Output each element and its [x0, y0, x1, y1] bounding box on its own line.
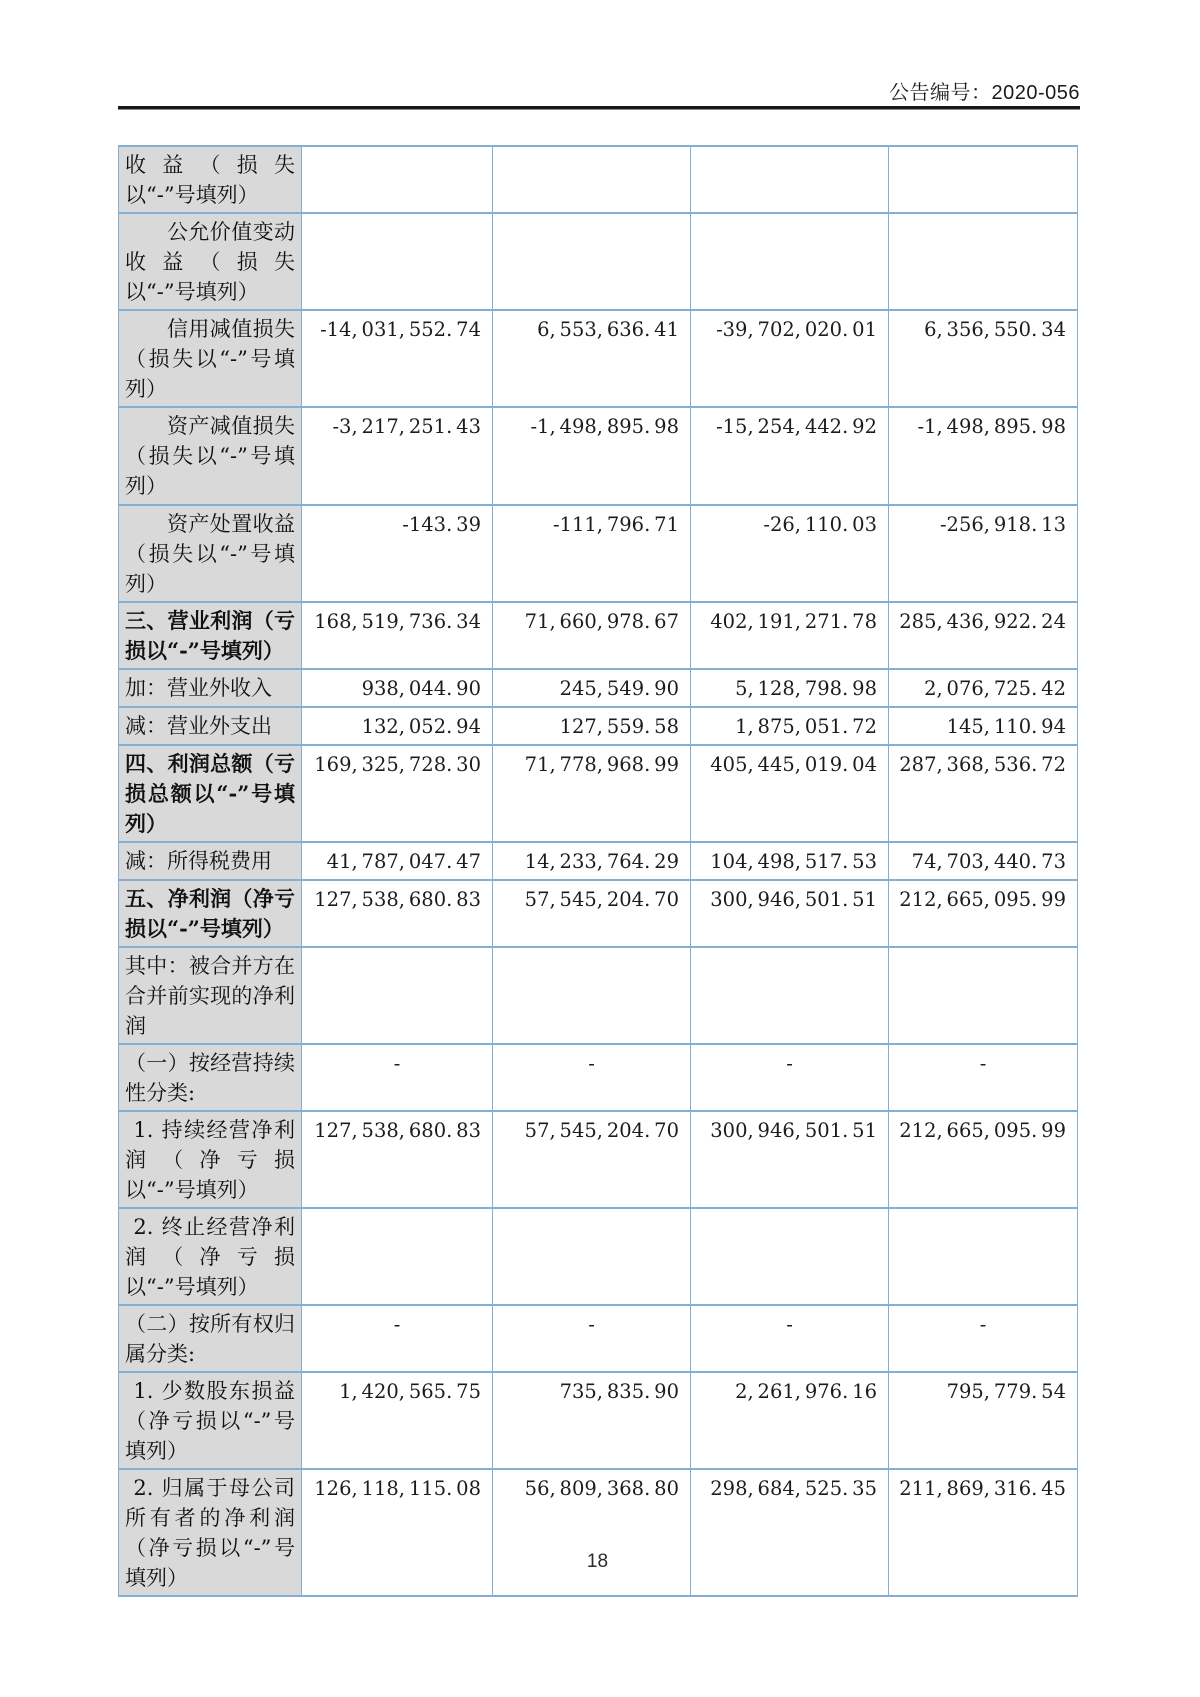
- cell-value: [691, 947, 889, 1044]
- cell-value: 57, 545, 204. 70: [493, 1111, 691, 1208]
- empty-dash-value: -: [302, 1044, 493, 1111]
- cell-value: -1, 498, 895. 98: [889, 407, 1078, 505]
- table-row: [119, 1208, 1078, 1305]
- cell-value: 71, 778, 968. 99: [493, 745, 691, 842]
- row-label: 资产处置收益（损失以“-”号填列）: [119, 505, 302, 602]
- cell-value: -14, 031, 552. 74: [302, 310, 493, 407]
- row-label: 加：营业外收入: [119, 669, 302, 707]
- table-row: [119, 707, 1078, 745]
- cell-value: 405, 445, 019. 04: [691, 745, 889, 842]
- cell-value: 212, 665, 095. 99: [889, 1111, 1078, 1208]
- table-row: [119, 1305, 1078, 1372]
- cell-value: -15, 254, 442. 92: [691, 407, 889, 505]
- cell-value: 74, 703, 440. 73: [889, 842, 1078, 880]
- row-label: 2. 终止经营净利润（净亏损以“-”号填列）: [119, 1208, 302, 1305]
- table-row: [119, 1372, 1078, 1469]
- cell-value: [691, 213, 889, 310]
- cell-value: [889, 1208, 1078, 1305]
- cell-value: [691, 146, 889, 213]
- cell-value: 145, 110. 94: [889, 707, 1078, 745]
- cell-value: 245, 549. 90: [493, 669, 691, 707]
- row-label: 减：所得税费用: [119, 842, 302, 880]
- empty-dash-value: -: [889, 1305, 1078, 1372]
- cell-value: 41, 787, 047. 47: [302, 842, 493, 880]
- cell-value: 212, 665, 095. 99: [889, 880, 1078, 947]
- row-label: （二）按所有权归属分类:: [119, 1305, 302, 1372]
- cell-value: 2, 076, 725. 42: [889, 669, 1078, 707]
- cell-value: 6, 356, 550. 34: [889, 310, 1078, 407]
- row-label: 资产减值损失（损失以“-”号填列）: [119, 407, 302, 505]
- cell-value: 104, 498, 517. 53: [691, 842, 889, 880]
- empty-dash-value: -: [691, 1044, 889, 1111]
- cell-value: 300, 946, 501. 51: [691, 880, 889, 947]
- page-number: 18: [586, 1551, 609, 1572]
- table-row: [119, 407, 1078, 505]
- row-label: 信用减值损失（损失以“-”号填列）: [119, 310, 302, 407]
- cell-value: 132, 052. 94: [302, 707, 493, 745]
- table-row: [119, 1111, 1078, 1208]
- table-row: [119, 669, 1078, 707]
- row-label: 2. 归属于母公司所有者的净利润（净亏损以“-”号填列）: [119, 1469, 302, 1596]
- row-label: 1. 持续经营净利润（净亏损以“-”号填列）: [119, 1111, 302, 1208]
- row-label: 四、利润总额（亏损总额以“-”号填列）: [119, 745, 302, 842]
- table-row: [119, 745, 1078, 842]
- cell-value: [302, 213, 493, 310]
- row-label: 减：营业外支出: [119, 707, 302, 745]
- header-divider: [118, 106, 1080, 110]
- cell-value: 169, 325, 728. 30: [302, 745, 493, 842]
- cell-value: [889, 213, 1078, 310]
- cell-value: 402, 191, 271. 78: [691, 602, 889, 669]
- row-label: 1. 少数股东损益（净亏损以“-”号填列）: [119, 1372, 302, 1469]
- cell-value: 127, 538, 680. 83: [302, 1111, 493, 1208]
- table-row: [119, 1044, 1078, 1111]
- cell-value: 127, 538, 680. 83: [302, 880, 493, 947]
- cell-value: 5, 128, 798. 98: [691, 669, 889, 707]
- cell-value: [493, 146, 691, 213]
- row-label: 其中：被合并方在合并前实现的净利润: [119, 947, 302, 1044]
- cell-value: [691, 1208, 889, 1305]
- cell-value: 1, 420, 565. 75: [302, 1372, 493, 1469]
- table-row: [119, 213, 1078, 310]
- cell-value: -256, 918. 13: [889, 505, 1078, 602]
- cell-value: [493, 213, 691, 310]
- cell-value: 6, 553, 636. 41: [493, 310, 691, 407]
- cell-value: [889, 146, 1078, 213]
- empty-dash-value: -: [493, 1305, 691, 1372]
- cell-value: 300, 946, 501. 51: [691, 1111, 889, 1208]
- cell-value: 938, 044. 90: [302, 669, 493, 707]
- cell-value: 298, 684, 525. 35: [691, 1469, 889, 1596]
- cell-value: 1, 875, 051. 72: [691, 707, 889, 745]
- announcement-number: 公告编号：2020-056: [888, 82, 1080, 104]
- empty-dash-value: -: [493, 1044, 691, 1111]
- cell-value: 56, 809, 368. 80: [493, 1469, 691, 1596]
- row-label: （一）按经营持续性分类:: [119, 1044, 302, 1111]
- cell-value: 127, 559. 58: [493, 707, 691, 745]
- row-label: 公允价值变动收益（损失以“-”号填列）: [119, 213, 302, 310]
- empty-dash-value: -: [302, 1305, 493, 1372]
- cell-value: 126, 118, 115. 08: [302, 1469, 493, 1596]
- cell-value: 57, 545, 204. 70: [493, 880, 691, 947]
- table-row: [119, 505, 1078, 602]
- row-label: 收益（损失以“-”号填列）: [119, 146, 302, 213]
- cell-value: -39, 702, 020. 01: [691, 310, 889, 407]
- table-row: [119, 880, 1078, 947]
- table-row: [119, 602, 1078, 669]
- income-statement-table: [118, 145, 1078, 1597]
- cell-value: -1, 498, 895. 98: [493, 407, 691, 505]
- cell-value: 287, 368, 536. 72: [889, 745, 1078, 842]
- cell-value: [493, 1208, 691, 1305]
- cell-value: -26, 110. 03: [691, 505, 889, 602]
- cell-value: -111, 796. 71: [493, 505, 691, 602]
- cell-value: 2, 261, 976. 16: [691, 1372, 889, 1469]
- cell-value: 14, 233, 764. 29: [493, 842, 691, 880]
- cell-value: 211, 869, 316. 45: [889, 1469, 1078, 1596]
- cell-value: 285, 436, 922. 24: [889, 602, 1078, 669]
- table-row: [119, 842, 1078, 880]
- empty-dash-value: -: [691, 1305, 889, 1372]
- cell-value: -3, 217, 251. 43: [302, 407, 493, 505]
- cell-value: 735, 835. 90: [493, 1372, 691, 1469]
- table-row: [119, 947, 1078, 1044]
- row-label: 三、营业利润（亏损以“-”号填列）: [119, 602, 302, 669]
- row-label: 五、净利润（净亏损以“-”号填列）: [119, 880, 302, 947]
- table-row: [119, 310, 1078, 407]
- cell-value: -143. 39: [302, 505, 493, 602]
- empty-dash-value: -: [889, 1044, 1078, 1111]
- cell-value: 71, 660, 978. 67: [493, 602, 691, 669]
- cell-value: [302, 947, 493, 1044]
- cell-value: [493, 947, 691, 1044]
- cell-value: [302, 1208, 493, 1305]
- cell-value: 168, 519, 736. 34: [302, 602, 493, 669]
- table-row: [119, 146, 1078, 213]
- cell-value: 795, 779. 54: [889, 1372, 1078, 1469]
- table-row: [119, 1469, 1078, 1596]
- cell-value: [302, 146, 493, 213]
- cell-value: [889, 947, 1078, 1044]
